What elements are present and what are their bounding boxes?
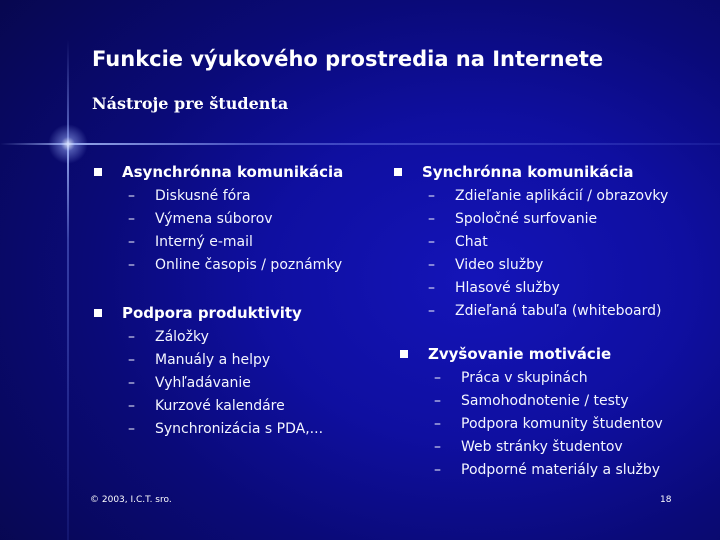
dash-icon: – [428,188,435,204]
list-item: – Podporné materiály a služby [398,459,663,482]
list-item: – Chat [392,231,668,254]
list-item: – Online časopis / poznámky [92,254,343,277]
dash-icon: – [128,211,135,227]
list-item: – Samohodnotenie / testy [398,390,663,413]
dash-icon: – [434,370,441,386]
dash-icon: – [428,257,435,273]
copyright-footer: © 2003, I.C.T. sro. [90,495,172,505]
square-bullet-icon [400,350,408,358]
list-item: – Web stránky študentov [398,436,663,459]
list-item: – Podpora komunity študentov [398,413,663,436]
section-heading [398,343,663,365]
list-item: – Práca v skupinách [398,367,663,390]
square-bullet-icon [94,168,102,176]
dash-icon: – [434,416,441,432]
item-list [92,326,323,441]
dash-icon: – [428,280,435,296]
section-heading-label: Synchrónna komunikácia [422,163,634,181]
dash-icon: – [128,375,135,391]
lens-flare-vertical [67,40,69,540]
slide-subtitle: Nástroje pre študenta [92,94,289,113]
dash-icon: – [434,439,441,455]
dash-icon: – [128,234,135,250]
slide-title: Funkcie výukového prostredia na Internete [92,47,604,71]
dash-icon: – [428,303,435,319]
section-heading [92,161,343,183]
dash-icon: – [434,462,441,478]
list-item: – Manuály a helpy [92,349,323,372]
list-item: – Video služby [392,254,668,277]
section-productivity [92,302,323,441]
dash-icon: – [434,393,441,409]
section-heading [92,302,323,324]
list-item: – Výmena súborov [92,208,343,231]
page-number: 18 [660,495,672,505]
list-item: – Zdieľaná tabuľa (whiteboard) [392,300,668,323]
dash-icon: – [128,188,135,204]
list-item: – Záložky [92,326,323,349]
section-motivation [398,343,663,482]
section-heading-label: Podpora produktivity [122,304,302,322]
list-item: – Synchronizácia s PDA,... [92,418,323,441]
section-async [92,161,343,277]
dash-icon: – [128,421,135,437]
section-sync [392,161,668,323]
item-list [398,367,663,482]
square-bullet-icon [94,309,102,317]
lens-flare-glow [48,124,88,164]
section-heading [392,161,668,183]
dash-icon: – [428,211,435,227]
list-item: – Spoločné surfovanie [392,208,668,231]
list-item: – Diskusné fóra [92,185,343,208]
dash-icon: – [128,329,135,345]
item-list [92,185,343,277]
section-heading-label: Zvyšovanie motivácie [428,345,612,363]
list-item: – Zdieľanie aplikácií / obrazovky [392,185,668,208]
item-list [392,185,668,323]
list-item: – Vyhľadávanie [92,372,323,395]
square-bullet-icon [394,168,402,176]
dash-icon: – [428,234,435,250]
dash-icon: – [128,257,135,273]
dash-icon: – [128,352,135,368]
list-item: – Hlasové služby [392,277,668,300]
list-item: – Kurzové kalendáre [92,395,323,418]
lens-flare-horizontal [0,143,720,145]
list-item: – Interný e-mail [92,231,343,254]
section-heading-label: Asynchrónna komunikácia [122,163,344,181]
dash-icon: – [128,398,135,414]
